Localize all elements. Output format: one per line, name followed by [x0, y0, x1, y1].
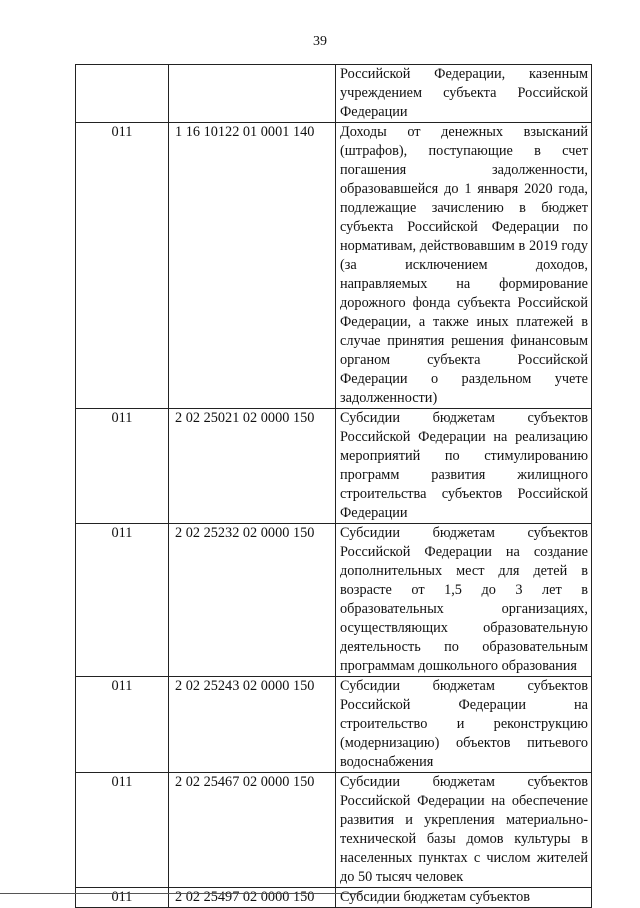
- kbk-code-cell: 2 02 25021 02 0000 150: [169, 409, 336, 524]
- admin-code-cell: 011: [76, 773, 169, 888]
- table-row: [76, 409, 592, 524]
- admin-code-cell: 011: [76, 677, 169, 773]
- admin-code-cell: 011: [76, 524, 169, 677]
- description-cell: Субсидии бюджетам субъектов Российской Федерации на строительство и реконструкцию (модернизацию) объектов питьевого водоснабжения: [336, 677, 592, 773]
- footer-rule: [0, 893, 362, 894]
- description-cell: Субсидии бюджетам субъектов Российской Федерации на реализацию мероприятий по стимулированию программ развития жилищного строительства субъектов Российской Федерации: [336, 409, 592, 524]
- table-row: [76, 773, 592, 888]
- table-row: [76, 65, 592, 123]
- kbk-code-cell: 2 02 25497 02 0000 150: [169, 888, 336, 908]
- kbk-code-cell: 1 16 10122 01 0001 140: [169, 123, 336, 409]
- kbk-code-cell: [169, 65, 336, 123]
- admin-code-cell: 011: [76, 409, 169, 524]
- description-cell: Субсидии бюджетам субъектов Российской Федерации на создание дополнительных мест для детей в возрасте от 1,5 до 3 лет в образовательных организациях, осуществляющих образовательную деятельность по образовательным программам дошкольного образования: [336, 524, 592, 677]
- kbk-code-cell: 2 02 25232 02 0000 150: [169, 524, 336, 677]
- admin-code-cell: 011: [76, 888, 169, 908]
- table-row: [76, 677, 592, 773]
- description-cell: Доходы от денежных взысканий (штрафов), поступающие в счет погашения задолженности, образовавшейся до 1 января 2020 года, подлежащие зачислению в бюджет субъекта Российской Федерации по нормативам, действовавшим в 2019 году (за исключением доходов, направляемых на формирование дорожного фонда субъекта Российской Федерации, а также иных платежей в случае принятия решения финансовым органом субъекта Российской Федерации о раздельном учете задолженности): [336, 123, 592, 409]
- description-cell: Российской Федерации, казенным учреждением субъекта Российской Федерации: [336, 65, 592, 123]
- admin-code-cell: 011: [76, 123, 169, 409]
- kbk-code-cell: 2 02 25243 02 0000 150: [169, 677, 336, 773]
- kbk-code-cell: 2 02 25467 02 0000 150: [169, 773, 336, 888]
- description-cell: Субсидии бюджетам субъектов: [336, 888, 592, 908]
- table-row: [76, 524, 592, 677]
- budget-classification-table: [75, 64, 592, 908]
- admin-code-cell: [76, 65, 169, 123]
- description-cell: Субсидии бюджетам субъектов Российской Федерации на обеспечение развития и укрепления материально-технической базы домов культуры в населенных пунктах с числом жителей до 50 тысяч человек: [336, 773, 592, 888]
- page-number: 39: [313, 34, 327, 49]
- table-row: [76, 123, 592, 409]
